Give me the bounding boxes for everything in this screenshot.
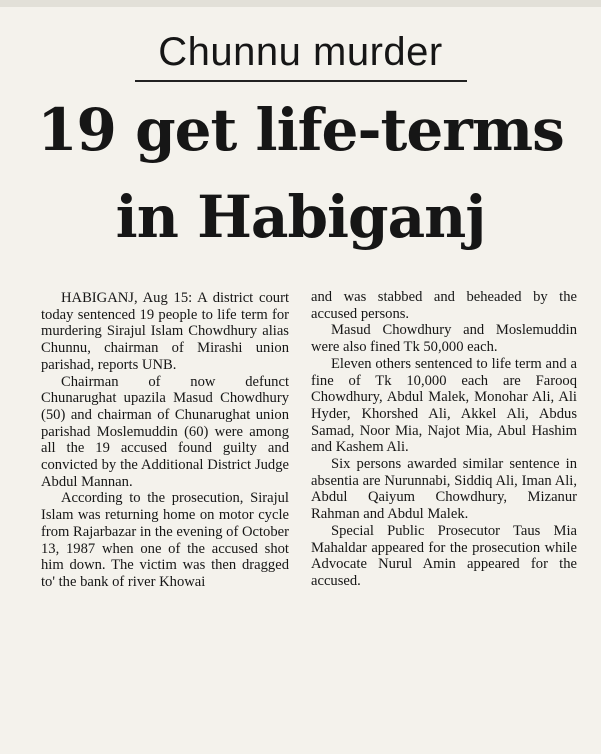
article-column-left bbox=[41, 290, 289, 591]
paragraph: Chairman of now defunct Chunarughat upazila Masud Chowdhury (50) and chairman of Chunarughat union parishad Moslemuddin (60) were among all the 19 accused found guilty and convicted by the Additional District Judge Abdul Mannan. bbox=[41, 373, 289, 490]
article-kicker: Chunnu murder bbox=[158, 30, 443, 74]
paragraph: Special Public Prosecutor Taus Mia Mahaldar appeared for the prosecution while Advocate Nurul Amin appeared for the accused. bbox=[311, 522, 577, 589]
paragraph: Eleven others sentenced to life term and a fine of Tk 10,000 each are Farooq Chowdhury, Abdul Malek, Monohar Ali, Ali Hyder, Khorshed Ali, Akkel Ali, Abdus Samad, Noor Mia, Najot Mia, Abul Hashim and Kashem Ali. bbox=[311, 355, 577, 456]
article-column-right bbox=[311, 289, 577, 590]
headline-line-1: 19 get life-terms bbox=[37, 96, 564, 164]
paragraph: Masud Chowdhury and Moslemuddin were also fined Tk 50,000 each. bbox=[311, 322, 577, 356]
paragraph: and was stabbed and beheaded by the accused persons. bbox=[311, 289, 577, 322]
headline-line-2: in Habiganj bbox=[115, 183, 486, 251]
page-top-edge bbox=[0, 0, 601, 7]
paragraph: HABIGANJ, Aug 15: A district court today sentenced 19 people to life term for murdering Sirajul Islam Chowdhury alias Chunnu, chairman of Mirashi union parishad, reports UNB. bbox=[41, 290, 289, 373]
kicker-underline bbox=[135, 80, 467, 82]
paragraph: According to the prosecution, Sirajul Islam was returning home on motor cycle from Rajarbazar in the evening of October 13, 1987 when one of the accused shot him down. The victim was then dragged to' the bank of river Khowai bbox=[41, 490, 289, 590]
paragraph: Six persons awarded similar sentence in absentia are Nurunnabi, Siddiq Ali, Iman Ali, Abdul Qaiyum Chowdhury, Mizanur Rahman and Abdul Malek. bbox=[311, 456, 577, 523]
